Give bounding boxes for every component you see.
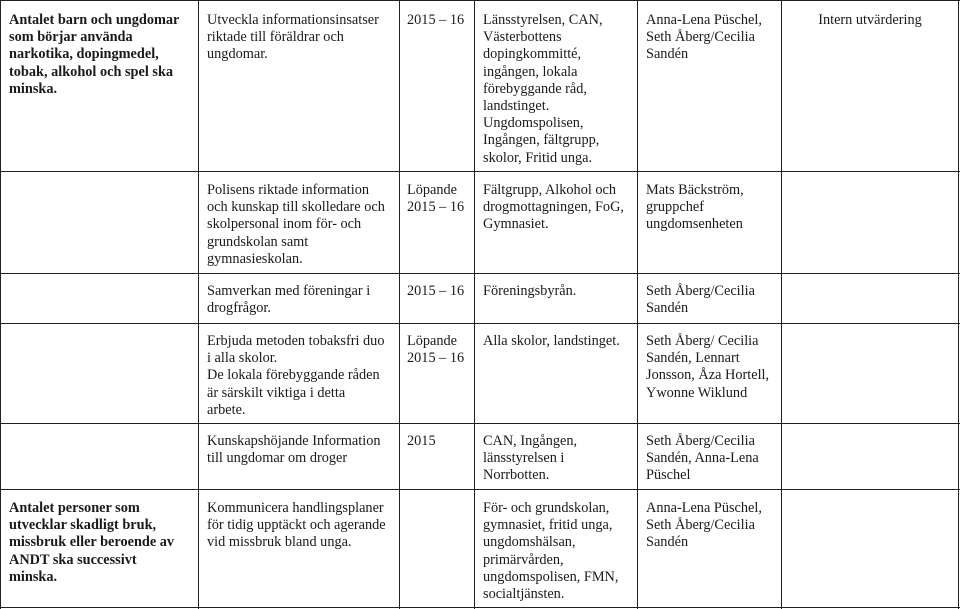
responsible-cell: Seth Åberg/Cecilia Sandén, Anna-Lena Püschel	[646, 433, 759, 484]
goal-cell: Antalet personer som utvecklar skadligt bruk, missbruk eller beroende av ANDT ska successivt minska.	[9, 500, 175, 585]
activity-cell: Kunskapshöjande Information till ungdomar om droger	[207, 433, 381, 467]
period-cell: 2015 – 16	[407, 12, 465, 28]
table-border-right	[958, 0, 959, 609]
activity-cell: Erbjuda metoden tobaksfri duo i alla skolor. De lokala förebyggande råden är särskilt viktiga i detta arbete.	[207, 333, 385, 418]
period-cell: Löpande 2015 – 16	[407, 182, 465, 216]
activity-cell: Utveckla informationsinsatser riktade till föräldrar och ungdomar.	[207, 12, 379, 63]
responsible-cell: Anna-Lena Püschel, Seth Åberg/Cecilia Sandén	[646, 12, 762, 63]
activity-cell: Samverkan med föreningar i drogfrågor.	[207, 283, 371, 317]
partners-cell: För- och grundskolan, gymnasiet, fritid unga, ungdomshälsan, primärvården, ungdomspolisen, FMN, socialtjänsten.	[483, 500, 619, 603]
responsible-cell: Mats Bäckström, gruppchef ungdomsenheten	[646, 182, 744, 233]
row-divider	[0, 171, 960, 172]
column-divider	[399, 0, 400, 609]
partners-cell: Fältgrupp, Alkohol och drogmottagningen, FoG, Gymnasiet.	[483, 182, 624, 233]
partners-cell: CAN, Ingången, länsstyrelsen i Norrbotten.	[483, 433, 578, 484]
table-border-left	[0, 0, 1, 609]
column-divider	[198, 0, 199, 609]
activity-cell: Polisens riktade information och kunskap till skolledare och skolpersonal inom för- och grundskolan samt gymnasieskolan.	[207, 182, 385, 267]
table-border-top	[0, 0, 960, 1]
row-divider	[0, 423, 960, 424]
responsible-cell: Seth Åberg/Cecilia Sandén	[646, 283, 755, 317]
partners-cell: Föreningsbyrån.	[483, 283, 577, 299]
goal-cell: Antalet barn och ungdomar som börjar använda narkotika, dopingmedel, tobak, alkohol och spel ska minska.	[9, 12, 180, 97]
period-cell: 2015 – 16	[407, 283, 465, 299]
row-divider	[0, 489, 960, 490]
partners-cell: Alla skolor, landstinget.	[483, 333, 620, 349]
row-divider	[0, 323, 960, 324]
table-border-bottom	[0, 607, 960, 608]
row-divider	[0, 273, 960, 274]
partners-cell: Länsstyrelsen, CAN, Västerbottens dopingkommitté, ingången, lokala förebyggande råd, landstinget. Ungdomspolisen, Ingången, fältgrupp, skolor, Fritid unga.	[483, 12, 603, 166]
period-cell: 2015	[407, 433, 436, 449]
responsible-cell: Seth Åberg/ Cecilia Sandén, Lennart Jonsson, Åza Hortell, Ywonne Wiklund	[646, 333, 770, 401]
column-divider	[781, 0, 782, 609]
column-divider	[474, 0, 475, 609]
activity-cell: Kommunicera handlingsplaner för tidig upptäckt och agerande vid missbruk bland unga.	[207, 500, 386, 551]
period-cell: Löpande 2015 – 16	[407, 333, 465, 367]
followup-cell: Intern utvärdering	[818, 12, 922, 28]
responsible-cell: Anna-Lena Püschel, Seth Åberg/Cecilia Sandén	[646, 500, 762, 551]
column-divider	[637, 0, 638, 609]
